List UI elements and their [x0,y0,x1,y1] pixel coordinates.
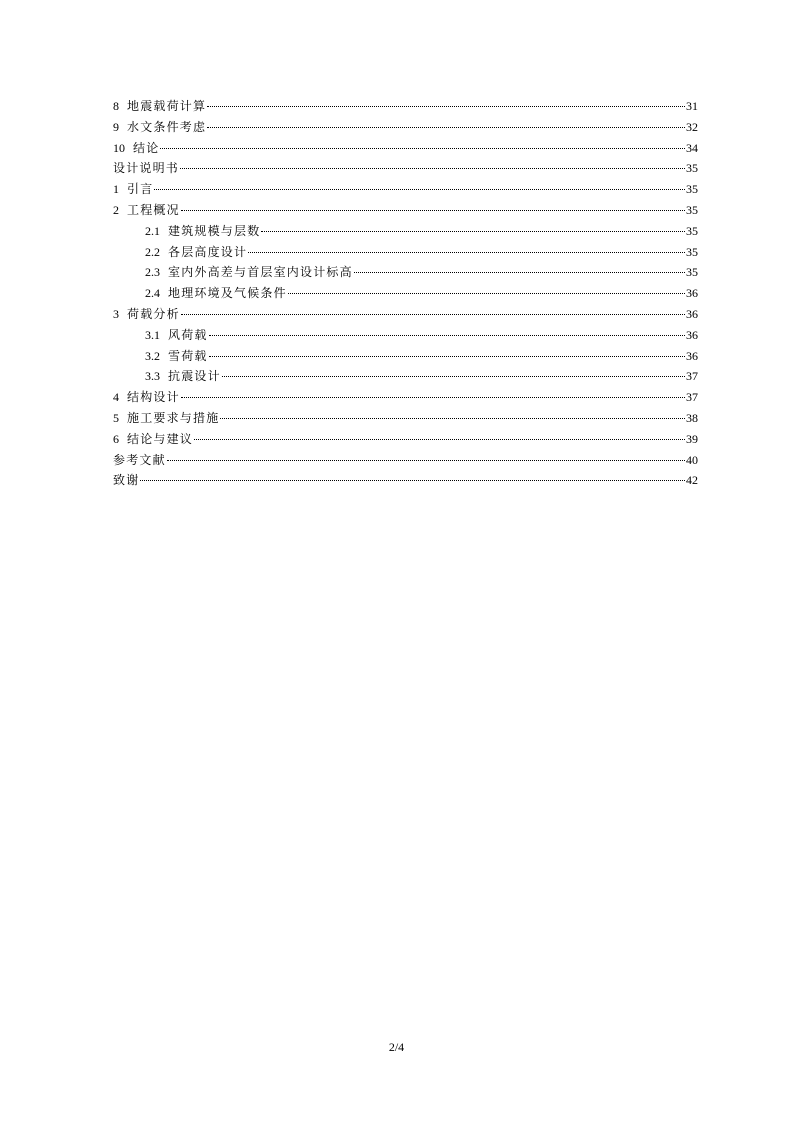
toc-dot-leader [288,293,685,294]
toc-entry-page: 36 [686,286,698,301]
toc-entry-title: 荷载分析 [127,306,180,321]
toc-entry[interactable] [113,96,698,117]
toc-entry-number: 1 [113,182,119,197]
toc-entry-title: 建筑规模与层数 [168,223,261,238]
toc-dot-leader [181,397,685,398]
toc-entry-page: 37 [686,390,698,405]
toc-dot-leader [181,210,685,211]
toc-entry-title: 室内外高差与首层室内设计标高 [168,265,353,280]
toc-entry[interactable] [113,408,698,429]
toc-dot-leader [181,314,685,315]
toc-dot-leader [354,272,685,273]
toc-entry-page: 35 [686,202,698,217]
toc-dot-leader [167,460,685,461]
toc-entry-title: 抗震设计 [168,369,221,384]
toc-entry[interactable] [113,200,698,221]
toc-entry-page: 32 [686,119,698,134]
toc-entry-number: 2.2 [145,244,160,259]
toc-entry[interactable] [113,138,698,159]
toc-entry-number: 2.4 [145,286,160,301]
toc-entry-title: 施工要求与措施 [127,410,220,425]
toc-entry-page: 36 [686,348,698,363]
toc-entry-page: 35 [686,223,698,238]
toc-entry-number: 3 [113,306,119,321]
toc-entry-number: 10 [113,140,125,155]
toc-dot-leader [209,335,685,336]
toc-dot-leader [220,418,685,419]
toc-entry[interactable] [113,387,698,408]
toc-entry-page: 36 [686,306,698,321]
toc-entry[interactable] [113,179,698,200]
toc-subentry[interactable] [113,221,698,242]
toc-entry-page: 37 [686,369,698,384]
toc-entry-title: 工程概况 [127,202,180,217]
toc-dot-leader [160,148,685,149]
toc-dot-leader [180,168,685,169]
toc-dot-leader [194,439,685,440]
toc-entry-page: 35 [686,182,698,197]
toc-subentry[interactable] [113,262,698,283]
toc-entry-number: 2 [113,202,119,217]
toc-entry[interactable] [113,304,698,325]
toc-entry-title: 地理环境及气候条件 [168,286,287,301]
toc-entry-title: 风荷载 [168,327,208,342]
toc-entry-title: 参考文献 [113,452,166,467]
toc-entry-page: 35 [686,161,698,176]
toc-entry-title: 各层高度设计 [168,244,248,259]
toc-entry-page: 38 [686,410,698,425]
toc-entry-number: 2.1 [145,223,160,238]
toc-entry[interactable] [113,429,698,450]
page-number: 2/4 [388,1040,405,1054]
toc-entry-title: 水文条件考虑 [127,119,207,134]
toc-subentry[interactable] [113,325,698,346]
toc-dot-leader [207,106,685,107]
toc-entry-page: 40 [686,452,698,467]
toc-entry[interactable] [113,470,698,491]
toc-entry[interactable] [113,158,698,179]
toc-entry-title: 结论 [133,140,160,155]
toc-entry-number: 8 [113,99,119,113]
toc-dot-leader [209,356,685,357]
toc-entry-number: 9 [113,119,119,134]
toc-dot-leader [248,252,685,253]
toc-entry-number: 2.3 [145,265,160,280]
toc-entry-number: 6 [113,431,119,446]
toc-dot-leader [261,231,685,232]
toc-entry-title: 致谢 [113,473,140,488]
toc-entry-number: 3.2 [145,348,160,363]
toc-subentry[interactable] [113,283,698,304]
toc-entry[interactable] [113,450,698,471]
toc-entry-page: 35 [686,265,698,280]
toc-entry-title: 地震载荷计算 [127,99,207,113]
toc-entry-page: 36 [686,327,698,342]
toc-subentry[interactable] [113,346,698,367]
toc-subentry[interactable] [113,366,698,387]
toc-entry-title: 设计说明书 [113,161,180,176]
toc-dot-leader [207,127,685,128]
toc-entry-page: 39 [686,431,698,446]
toc-dot-leader [140,480,685,481]
toc-dot-leader [222,376,685,377]
toc-entry[interactable] [113,117,698,138]
toc-dot-leader [154,189,685,190]
toc-entry-title: 雪荷载 [168,348,208,363]
toc-entry-page: 34 [686,140,698,155]
toc-entry-page: 31 [686,99,698,113]
toc-entry-title: 结论与建议 [127,431,194,446]
toc-entry-page: 42 [686,473,698,488]
toc-subentry[interactable] [113,242,698,263]
toc-entry-number: 3.1 [145,327,160,342]
toc-entry-title: 结构设计 [127,390,180,405]
toc-entry-number: 5 [113,410,119,425]
toc-entry-title: 引言 [127,182,154,197]
toc-entry-page: 35 [686,244,698,259]
table-of-contents [113,96,698,491]
toc-entry-number: 4 [113,390,119,405]
toc-entry-number: 3.3 [145,369,160,384]
